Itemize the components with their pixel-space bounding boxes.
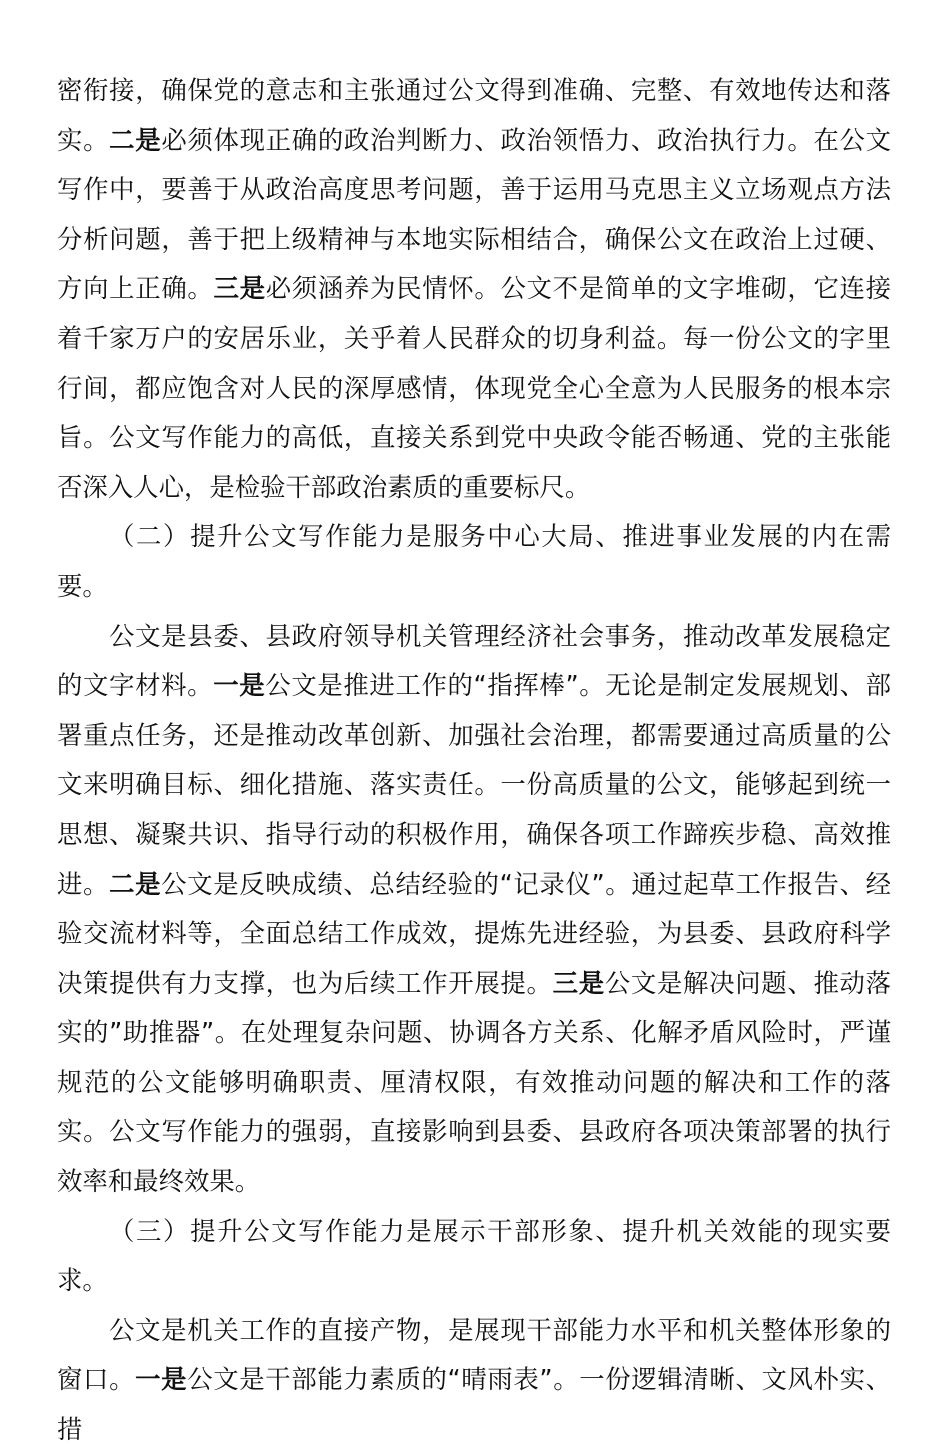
- section-heading-2: （二）提升公文写作能力是服务中心大局、推进事业发展的内在需要。: [57, 521, 891, 601]
- text-run: 公文是反映成绩、总结经验的“记录仪”。通过起草工作报告、经验交流材料等，全面总结工作成效，提炼先进经验，为县委、县政府科学决策提供有力支撑，也为后续工作开展提。: [57, 868, 892, 998]
- body-paragraph-2: [57, 612, 891, 1207]
- text-run: 必须涵养为民情怀。公文不是简单的文字堆砌，它连接着千家万户的安居乐业，关乎着人民群众的切身利益。每一份公文的字里行间，都应饱含对人民的深厚感情，体现党全心全意为人民服务的根本宗旨。公文写作能力的高低，直接关系到党中央政令能否畅通、党的主张能否深入人心，是检验干部政治素质的重要标尺。: [57, 273, 892, 502]
- text-run: 公文是机关工作的直接产物，是展现干部能力水平和机关整体形象的窗口。: [57, 1314, 891, 1395]
- document-page: [57, 66, 891, 1455]
- emphasis-label: 二是: [109, 124, 162, 155]
- emphasis-label: 三是: [213, 273, 266, 304]
- emphasis-label: 一是: [135, 1364, 188, 1395]
- body-paragraph-1: [57, 66, 891, 512]
- section-heading-3: （三）提升公文写作能力是展示干部形象、提升机关效能的现实要求。: [57, 1215, 891, 1296]
- text-run: 公文是推进工作的“指挥棒”。无论是制定发展规划、部署重点任务，还是推动改革创新、加强社会治理，都需要通过高质量的公文来明确目标、细化措施、落实责任。一份高质量的公文，能够起到统一思想、凝聚共识、指导行动的积极作用，确保各项工作蹄疾步稳、高效推进。: [57, 670, 892, 899]
- text-run: 公文是县委、县政府领导机关管理经济社会事务，推动改革发展稳定的文字材料。: [57, 620, 891, 701]
- body-paragraph-3: [57, 1306, 891, 1455]
- emphasis-label: 三是: [552, 967, 605, 998]
- text-run: 密衔接，确保党的意志和主张通过公文得到准确、完整、有效地传达和落实。: [57, 75, 891, 155]
- text-run: 公文是解决问题、推动落实的”助推器”。在处理复杂问题、协调各方关系、化解矛盾风险时，严谨规范的公文能够明确职责、厘清权限，有效推动问题的解决和工作的落实。公文写作能力的强弱，直接影响到县委、县政府各项决策部署的执行效率和最终效果。: [57, 967, 892, 1197]
- emphasis-label: 一是: [213, 670, 266, 701]
- emphasis-label: 二是: [109, 868, 162, 899]
- text-run: 公文是干部能力素质的“晴雨表”。一份逻辑清晰、文风朴实、措: [57, 1364, 892, 1445]
- text-run: 必须体现正确的政治判断力、政治领悟力、政治执行力。在公文写作中，要善于从政治高度思考问题，善于运用马克思主义立场观点方法分析问题，善于把上级精神与本地实际相结合，确保公文在政治上过硬、方向上正确。: [57, 124, 892, 304]
